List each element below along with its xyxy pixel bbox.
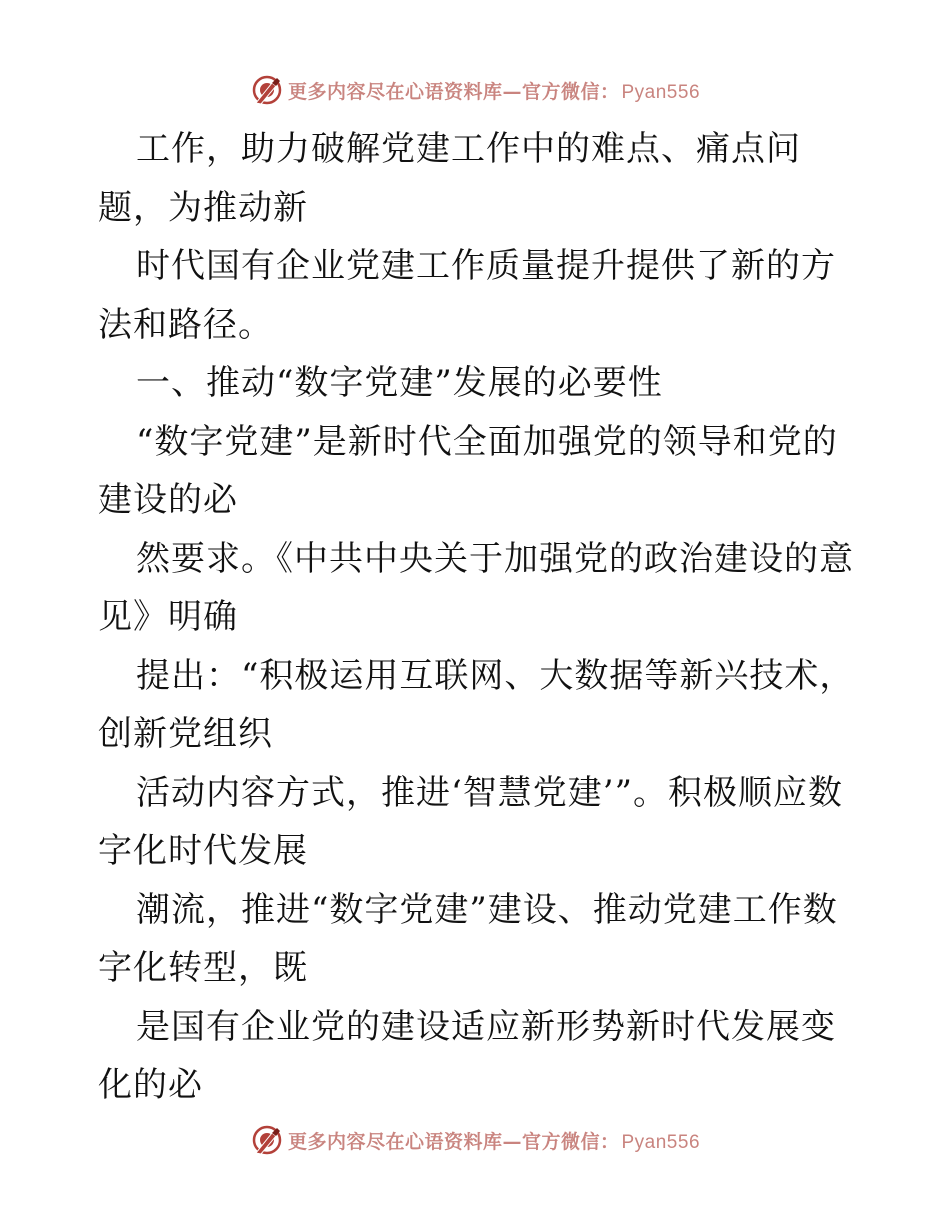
wechat-id: Pyan556 — [621, 81, 701, 103]
paragraph: 提出：“积极运用互联网、大数据等新兴技术，创新党组织 — [98, 655, 855, 754]
paragraph: 潮流，推进“数字党建”建设、推动党建工作数字化转型，既 — [98, 889, 838, 988]
banner-label: 更多内容尽在心语资料库—官方微信： — [287, 1130, 620, 1153]
pen-circle-logo-icon — [250, 1123, 284, 1157]
pen-circle-logo-icon — [250, 73, 284, 107]
paragraph: 活动内容方式，推进‘智慧党建’”。积极顺应数字化时代发展 — [98, 772, 843, 871]
section-heading: 一、推动“数字党建”发展的必要性 — [136, 363, 663, 403]
paragraph: 工作，助力破解党建工作中的难点、痛点问题，为推动新 — [98, 129, 801, 228]
footer-banner — [0, 1120, 950, 1160]
paragraph: 然要求。《中共中央关于加强党的政治建设的意见》明确 — [98, 538, 854, 637]
paragraph: 时代国有企业党建工作质量提升提供了新的方法和路径。 — [98, 246, 836, 345]
banner-text — [288, 1127, 700, 1154]
document-body — [98, 120, 858, 1115]
banner-label: 更多内容尽在心语资料库—官方微信： — [287, 80, 620, 103]
paragraph: “数字党建”是新时代全面加强党的领导和党的建设的必 — [98, 421, 838, 520]
banner-text — [288, 77, 700, 104]
header-banner — [0, 70, 950, 110]
wechat-id: Pyan556 — [621, 1131, 701, 1153]
paragraph: 是国有企业党的建设适应新形势新时代发展变化的必 — [98, 1006, 836, 1105]
